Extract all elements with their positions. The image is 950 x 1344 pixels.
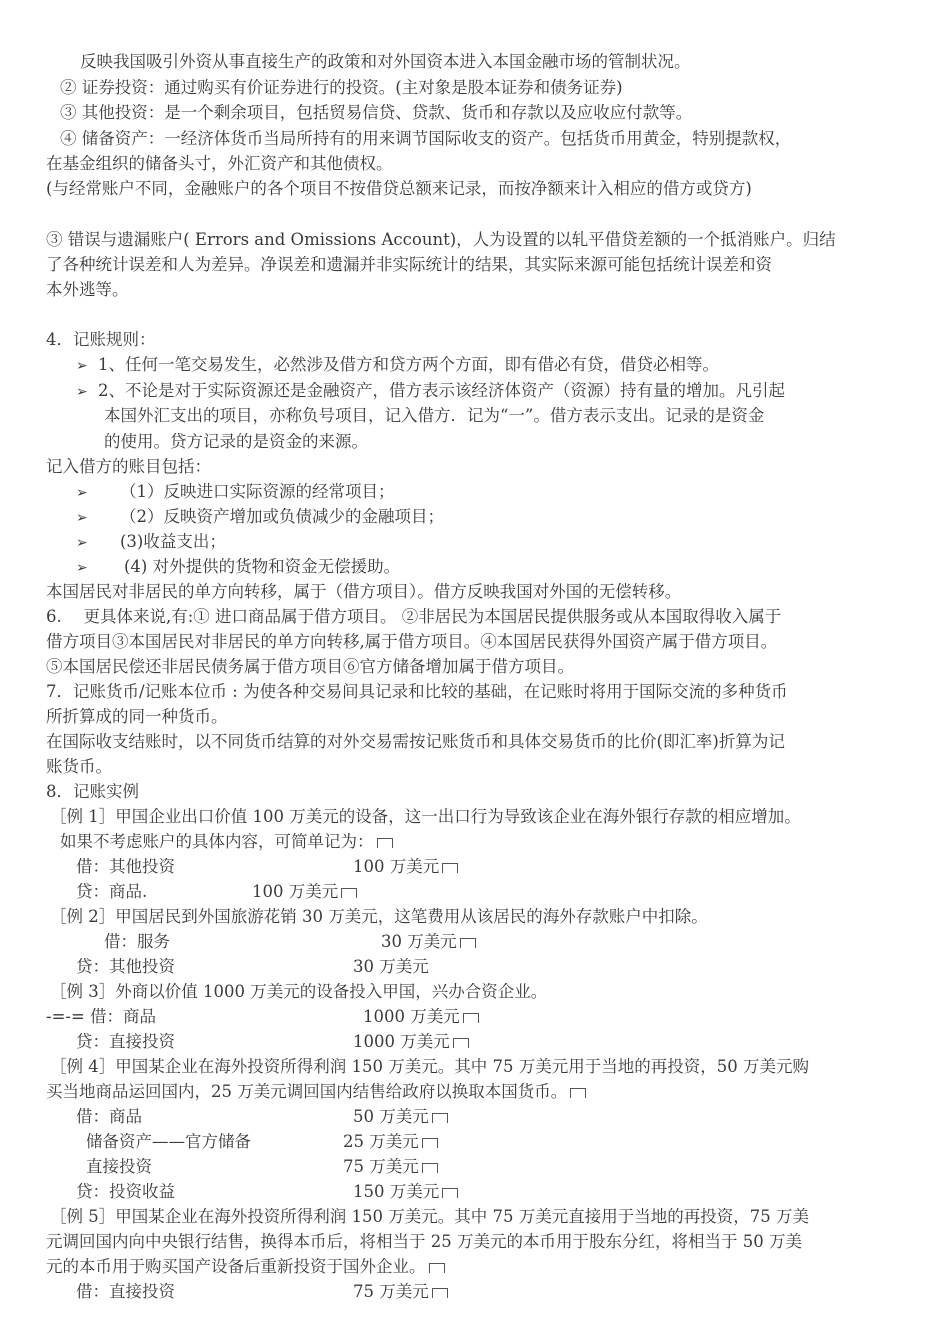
entry-line: 借：直接投资 [76,1282,175,1301]
paragraph-mark-icon [570,1088,586,1098]
paragraph-mark-icon [453,1038,469,1048]
paragraph-mark-icon [422,1138,438,1148]
paragraph-mark-icon [422,1163,438,1173]
bullet-item: ➢ 1、任何一笔交易发生，必然涉及借方和贷方两个方面，即有借必有贷，借贷必相等。 [76,355,719,374]
text-line: 7．记账货币/记账本位币 : 为使各种交易间具记录和比较的基础，在记账时将用于国际交流的多种货币 [46,682,788,701]
bullet-item: ➢ 2、不论是对于实际资源还是金融资产，借方表示该经济体资产（资源）持有量的增加。凡引起 [76,381,785,400]
paragraph-mark-icon [429,1263,445,1273]
text-line: ③ 其他投资：是一个剩余项目，包括贸易信贷、贷款、货币和存款以及应收应付款等。 [60,103,693,122]
entry-line: 借：其他投资 [76,857,175,876]
entry-line: 借：服务 [104,932,170,951]
example-heading: ［例 4］甲国某企业在海外投资所得利润 150 万美元。其中 75 万美元用于当地的再投资，50 万美元购 [50,1057,809,1076]
text-line: 如果不考虑账户的具体内容，可简单记为： [60,832,393,852]
arrow-bullet-icon: ➢ [76,535,88,551]
text-line: ③ 错误与遗漏账户( Errors and Omissions Account)，人为设置的以轧平借贷差额的一个抵消账户。归结 [46,230,836,249]
paragraph-mark-icon [442,863,458,873]
text-line: 本国居民对非居民的单方向转移，属于（借方项目）。借方反映我国对外国的无偿转移。 [46,582,682,601]
text-line: 记入借方的账目包括： [46,457,211,476]
text-line: 借方项目③本国居民对非居民的单方向转移,属于借方项目。④本国居民获得外国资产属于借方项目。 [46,632,778,651]
arrow-bullet-icon: ➢ [76,358,88,374]
text-line: (与经常账户不同，金融账户的各个项目不按借贷总额来记录，而按净额来计入相应的借方或贷方) [46,179,752,198]
text-line: 本外逃等。 [46,280,129,299]
entry-amount: 1000 万美元 [353,1032,469,1052]
paragraph-mark-icon [341,888,357,898]
section-heading: 8．记账实例 [46,782,139,801]
text-line: 元调回国内向中央银行结售，换得本币后，将相当于 25 万美元的本币用于股东分红，将相当于 50 万美 [46,1232,802,1251]
text-line: ② 证券投资：通过购买有价证券进行的投资。(主对象是股本证券和债务证券) [60,78,623,97]
entry-line: 贷：投资收益 [76,1182,175,1201]
paragraph-mark-icon [460,938,476,948]
paragraph-mark-icon [463,1013,479,1023]
entry-amount: 100 万美元 [252,882,357,902]
arrow-bullet-icon: ➢ [76,485,88,501]
text-line: 反映我国吸引外资从事直接生产的政策和对外国资本进入本国金融市场的管制状况。 [80,52,691,71]
paragraph-mark-icon [432,1113,448,1123]
text-line: 在基金组织的储备头寸，外汇资产和其他债权。 [46,154,393,173]
entry-amount: 100 万美元 [353,857,458,877]
section-heading: 4．记账规则： [46,330,156,349]
entry-line: -=-= 借：商品 [46,1007,157,1026]
entry-line: 借：商品 [76,1107,142,1126]
text-line: ④ 储备资产：一经济体货币当局所持有的用来调节国际收支的资产。包括货币用黄金，特别提款权， [60,129,792,148]
example-heading: ［例 5］甲国某企业在海外投资所得利润 150 万美元。其中 75 万美元直接用于当地的再投资，75 万美 [50,1207,809,1226]
text-line: 了各种统计误差和人为差异。净误差和遗漏并非实际统计的结果，其实际来源可能包括统计误差和资 [46,255,772,274]
entry-line: 贷：其他投资 [76,957,175,976]
entry-amount: 1000 万美元 [363,1007,479,1027]
paragraph-mark-icon [432,1288,448,1298]
bullet-item: ➢ (3)收益支出； [76,532,226,551]
bullet-item: ➢ （1）反映进口实际资源的经常项目； [76,482,395,501]
text-line: 所折算成的同一种货币。 [46,707,228,726]
entry-line: 贷：商品. [76,882,148,901]
arrow-bullet-icon: ➢ [76,384,88,400]
entry-amount: 75 万美元 [353,1282,448,1302]
entry-amount: 30 万美元 [381,932,476,952]
arrow-bullet-icon: ➢ [76,560,88,576]
text-line: 账货币。 [46,757,112,776]
text-line: 的使用。贷方记录的是资金的来源。 [104,432,368,451]
text-line: 在国际收支结账时，以不同货币结算的对外交易需按记账货币和具体交易货币的比价(即汇率)折算为记 [46,732,785,751]
entry-amount: 150 万美元 [353,1182,458,1202]
entry-line: 储备资产——官方储备 [86,1132,251,1151]
entry-amount: 30 万美元 [353,957,429,976]
paragraph-mark-icon [377,838,393,848]
example-heading: ［例 3］外商以价值 1000 万美元的设备投入甲国，兴办合资企业。 [50,982,548,1001]
text-line: 买当地商品运回国内，25 万美元调回国内结售给政府以换取本国货币。 [46,1082,586,1102]
example-heading: ［例 1］甲国企业出口价值 100 万美元的设备，这一出口行为导致该企业在海外银行存款的相应增加。 [50,807,801,826]
paragraph-mark-icon [442,1188,458,1198]
text-line: 元的本币用于购买国产设备后重新投资于国外企业。 [46,1257,445,1277]
bullet-item: ➢ (4) 对外提供的货物和资金无偿援助。 [76,557,401,576]
entry-amount: 50 万美元 [353,1107,448,1127]
entry-line: 贷：直接投资 [76,1032,175,1051]
arrow-bullet-icon: ➢ [76,510,88,526]
text-line: ⑤本国居民偿还非居民债务属于借方项目⑥官方储备增加属于借方项目。 [46,657,574,676]
entry-amount: 25 万美元 [343,1132,438,1152]
example-heading: ［例 2］甲国居民到外国旅游花销 30 万美元，这笔费用从该居民的海外存款账户中扣除。 [50,907,708,926]
entry-line: 直接投资 [86,1157,152,1176]
bullet-item: ➢ （2）反映资产增加或负债减少的金融项目； [76,507,444,526]
entry-amount: 75 万美元 [343,1157,438,1177]
text-line: 本国外汇支出的项目，亦称负号项目，记入借方．记为“一”。借方表示支出。记录的是资金 [104,406,765,425]
text-line: 6. 更具体来说,有:① 进口商品属于借方项目。 ②非居民为本国居民提供服务或从本国取得收入属于 [46,607,782,626]
